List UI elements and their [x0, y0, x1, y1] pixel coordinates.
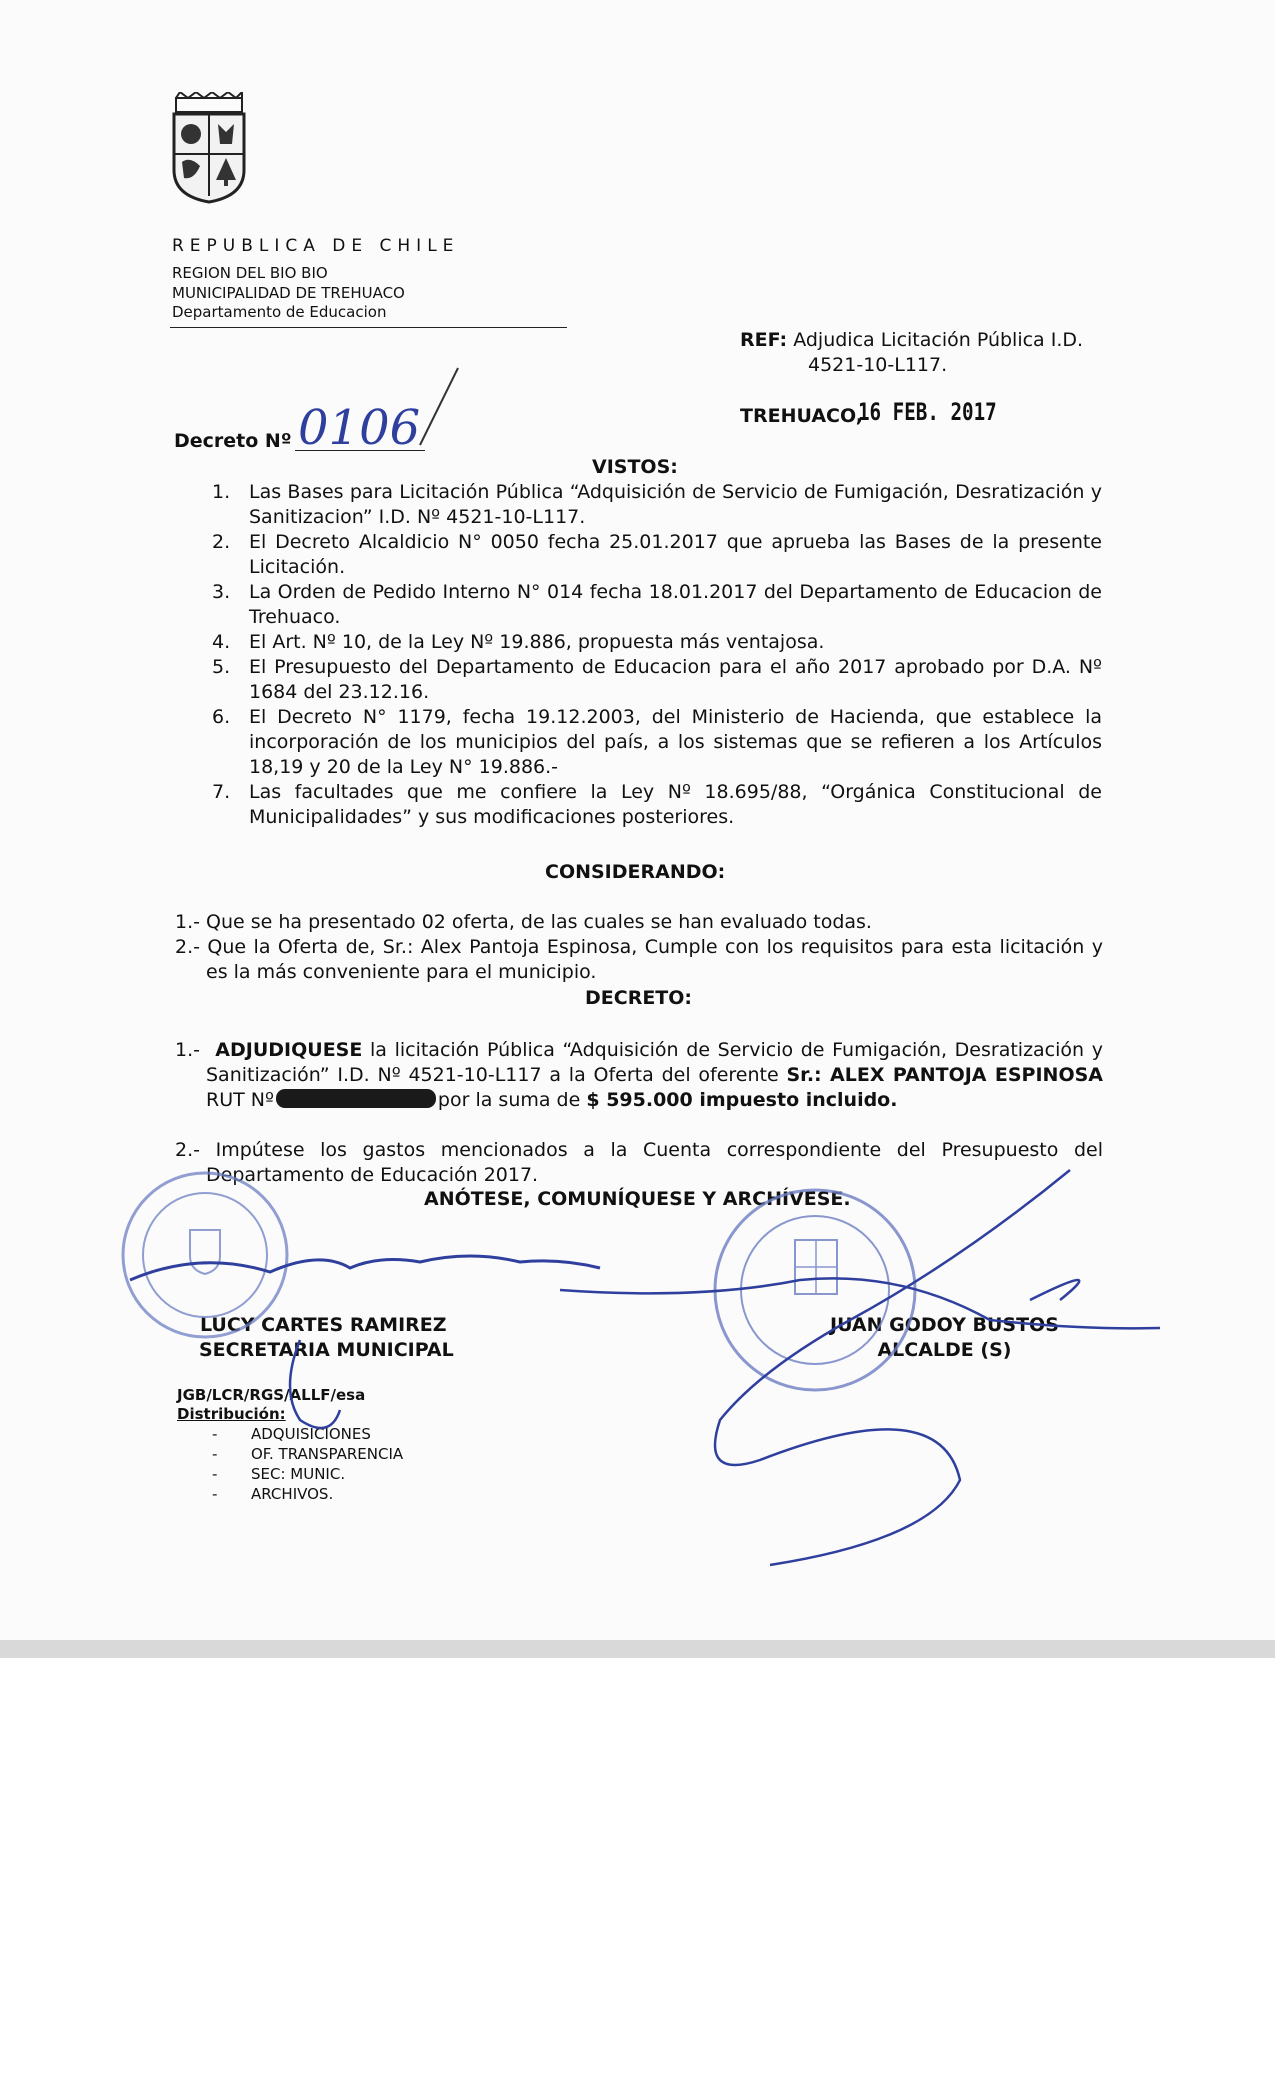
- vistos-item: 1. Las Bases para Licitación Pública “Adquisición de Servicio de Fumigación, Desratización y Sanitizacion” I.D. Nº 4521-10-L117.: [212, 481, 1102, 528]
- vistos-item: 5. El Presupuesto del Departamento de Educacion para el año 2017 aprobado por D.A. Nº 1684 del 23.12.16.: [212, 656, 1102, 703]
- considerando-item: 1.- Que se ha presentado 02 oferta, de las cuales se han evaluado todas.: [175, 911, 872, 933]
- municipal-crest-icon: [170, 92, 248, 204]
- vistos-item: 4. El Art. Nº 10, de la Ley Nº 19.886, propuesta más ventajosa.: [212, 631, 825, 653]
- place-label: TREHUACO,: [740, 405, 863, 427]
- distribution-label: Distribución:: [177, 1405, 286, 1423]
- distribution-item: - OF. TRANSPARENCIA: [212, 1444, 403, 1464]
- closing-formula: ANÓTESE, COMUNÍQUESE Y ARCHÍVESE.: [424, 1188, 851, 1210]
- ref-line-1: Adjudica Licitación Pública I.D.: [793, 329, 1084, 351]
- department-line: Departamento de Educacion: [172, 303, 387, 321]
- region-line: REGION DEL BIO BIO: [172, 264, 328, 282]
- vistos-item: 7. Las facultades que me confiere la Ley Nº 18.695/88, “Orgánica Constitucional de Municipalidades” y sus modificaciones posteriores.: [212, 781, 1102, 828]
- considerando-list: [175, 910, 1103, 985]
- redacted-rut: [276, 1089, 436, 1108]
- distribution-list: [212, 1424, 403, 1504]
- considerando-item: 2.- Que la Oferta de, Sr.: Alex Pantoja Espinosa, Cumple con los requisitos para esta licitación y es la más conveniente para el municipio.: [175, 936, 1103, 983]
- institution-header: [172, 264, 405, 323]
- date-stamp: 16 FEB. 2017: [858, 398, 997, 426]
- header-rule: [170, 327, 567, 328]
- decreto-body: [175, 1038, 1103, 1188]
- right-signer-name: JUAN GODOY BUSTOS: [830, 1314, 1059, 1336]
- vistos-item: 6. El Decreto N° 1179, fecha 19.12.2003, del Ministerio de Hacienda, que establece la incorporación de los municipios del país, a los sistemas que se refieren a los Artículos 18,19 y 20 de la Ley N° 19.886.-: [212, 706, 1102, 778]
- reference-block: [740, 328, 1083, 378]
- municipality-line: MUNICIPALIDAD DE TREHUACO: [172, 283, 405, 302]
- scan-edge: [0, 1640, 1275, 1658]
- ref-label: REF:: [740, 329, 788, 351]
- right-signer-title: ALCALDE (S): [877, 1339, 1012, 1361]
- left-signer-title: SECRETARIA MUNICIPAL: [199, 1339, 454, 1361]
- vistos-item: 3. La Orden de Pedido Interno N° 014 fecha 18.01.2017 del Departamento de Educacion de Trehuaco.: [212, 581, 1102, 628]
- vistos-title: VISTOS:: [592, 456, 678, 478]
- vistos-item: 2. El Decreto Alcaldicio N° 0050 fecha 25.01.2017 que aprueba las Bases de la presente Licitación.: [212, 531, 1102, 578]
- decreto-underline: [295, 450, 425, 451]
- initials: JGB/LCR/RGS/ALLF/esa: [177, 1386, 366, 1404]
- decreto-item-1: 1.- ADJUDIQUESE la licitación Pública “Adquisición de Servicio de Fumigación, Desratización y Sanitización” I.D. Nº 4521-10-L117 a la Oferta del oferente Sr.: ALEX PANTOJA ESPINOSA RUT Nº por la suma de $ 595.000 impuesto incluido.: [175, 1039, 1103, 1111]
- decreto-label: Decreto Nº: [174, 430, 292, 452]
- country-header: REPUBLICA DE CHILE: [172, 236, 460, 256]
- signature-block-left: [200, 1313, 454, 1363]
- distribution-item: - SEC: MUNIC.: [212, 1464, 403, 1484]
- initials-block: [177, 1386, 365, 1424]
- considerando-title: CONSIDERANDO:: [545, 861, 726, 883]
- vistos-list: [200, 480, 1102, 830]
- ref-line-2: 4521-10-L117.: [808, 354, 948, 376]
- signature-block-right: [830, 1313, 1059, 1363]
- distribution-item: - ARCHIVOS.: [212, 1484, 403, 1504]
- decreto-item-2: 2.- Impútese los gastos mencionados a la Cuenta correspondiente del Presupuesto del Departamento de Educación 2017.: [175, 1139, 1103, 1186]
- distribution-item: - ADQUISICIONES: [212, 1424, 403, 1444]
- decreto-number: 0106: [298, 400, 421, 456]
- left-signer-name: LUCY CARTES RAMIREZ: [200, 1314, 447, 1336]
- decreto-section-title: DECRETO:: [585, 987, 693, 1009]
